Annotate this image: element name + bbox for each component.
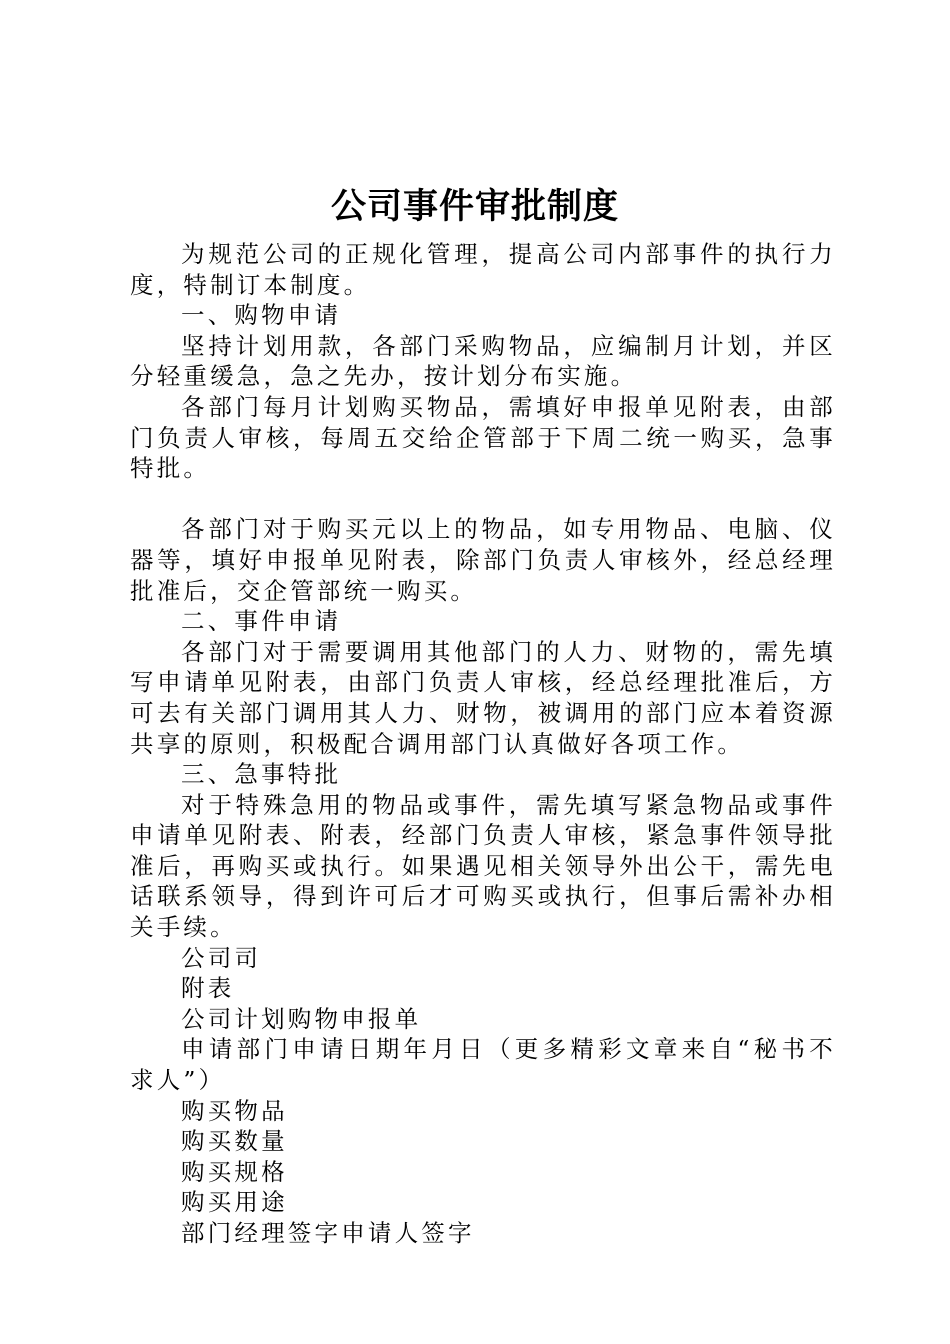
section-heading-event: 二、事件申请 xyxy=(181,607,342,636)
company-signature: 公司司 xyxy=(181,943,262,972)
paragraph-large-purchase: 各部门对于购买元以上的物品，如专用物品、电脑、仪器等，填好申报单见附表，除部门负责人审核外，经总经理批准后，交企管部统一购买。 xyxy=(130,515,836,605)
form-field-quantity: 购买数量 xyxy=(181,1127,288,1156)
section-heading-purchase: 一、购物申请 xyxy=(181,301,342,330)
form-field-spec: 购买规格 xyxy=(181,1157,288,1186)
document-body xyxy=(130,239,836,1249)
paragraph-monthly-purchase: 各部门每月计划购买物品，需填好申报单见附表，由部门负责人审核，每周五交给企管部于下周二统一购买，急事特批。 xyxy=(130,392,836,483)
form-field-signatures: 部门经理签字申请人签字 xyxy=(181,1219,475,1247)
paragraph-spacer xyxy=(130,484,836,515)
document-title: 公司事件审批制度 xyxy=(330,187,619,227)
paragraph-monthly-plan: 坚持计划用款，各部门采购物品，应编制月计划，并区分轻重缓急，急之先办，按计划分布实施。 xyxy=(130,331,836,391)
section-heading-urgent: 三、急事特批 xyxy=(181,760,342,789)
paragraph-event-request: 各部门对于需要调用其他部门的人力、财物的，需先填写申请单见附表，由部门负责人审核，经总经理批准后，方可去有关部门调用其人力、财物，被调用的部门应本着资源共享的原则，积极配合调用部门认真做好各项工作。 xyxy=(130,637,836,758)
form-title: 公司计划购物申报单 xyxy=(181,1004,422,1033)
paragraph-intro: 为规范公司的正规化管理，提高公司内部事件的执行力度，特制订本制度。 xyxy=(130,240,836,299)
form-field-item: 购买物品 xyxy=(181,1096,288,1125)
form-field-department-date: 申请部门申请日期年月日（更多精彩文章来自“秘书不求人”） xyxy=(130,1035,836,1095)
form-field-purpose: 购买用途 xyxy=(181,1188,288,1217)
paragraph-urgent-approval: 对于特殊急用的物品或事件，需先填写紧急物品或事件申请单见附表、附表，经部门负责人审核，紧急事件领导批准后，再购买或执行。如果遇见相关领导外出公干，需先电话联系领导，得到许可后才可购买或执行，但事后需补办相关手续。 xyxy=(130,790,836,942)
appendix-label: 附表 xyxy=(181,974,235,1003)
